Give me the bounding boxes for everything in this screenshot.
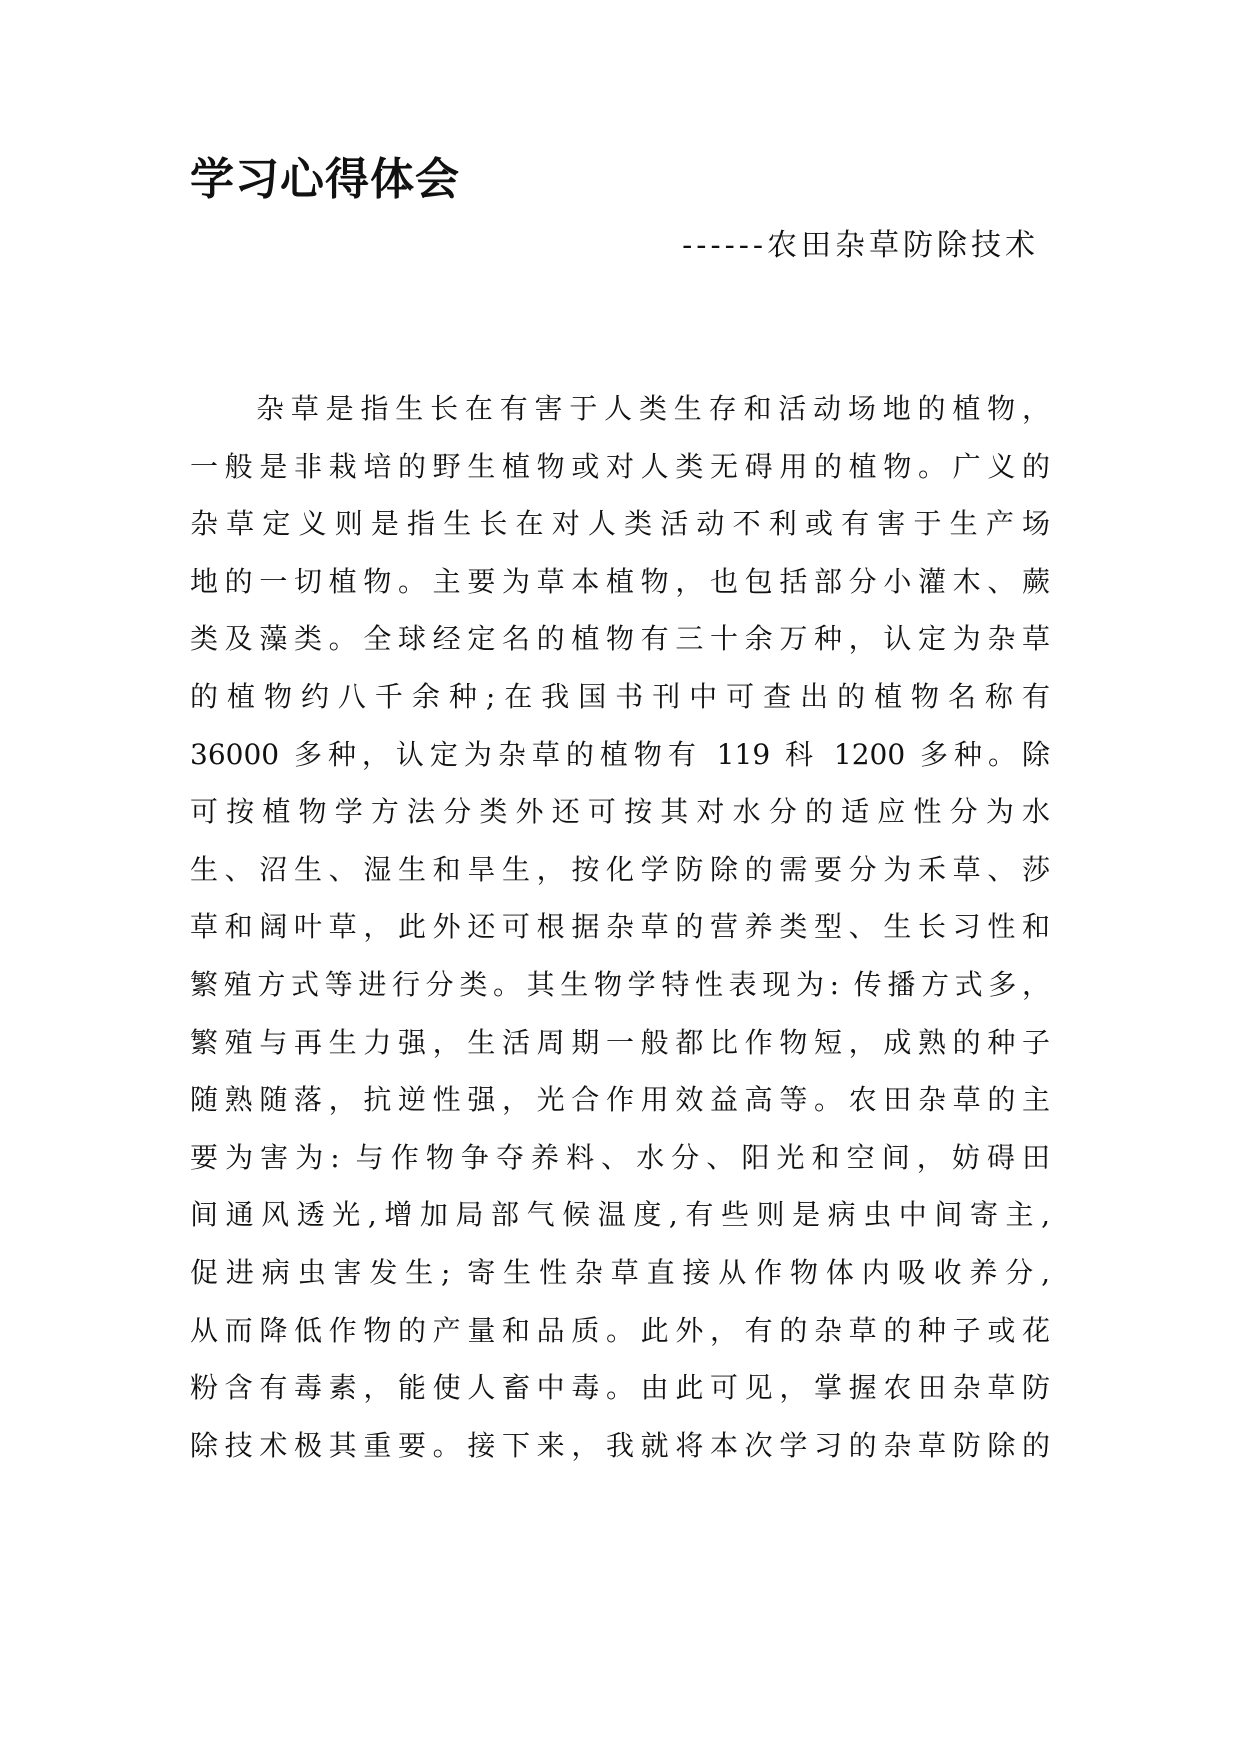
body-line: 随熟随落，抗逆性强，光合作用效益高等。农田杂草的主	[190, 1083, 1050, 1117]
body-line: 草和阔叶草，此外还可根据杂草的营养类型、生长习性和	[190, 910, 1050, 944]
body-line: 要为害为: 与作物争夺养料、水分、阳光和空间，妨碍田	[190, 1140, 1050, 1174]
body-line: 杂草定义则是指生长在对人类活动不利或有害于生产场	[190, 507, 1050, 541]
body-line: 除技术极其重要。接下来，我就将本次学习的杂草防除的	[190, 1428, 1050, 1462]
body-line: 地的一切植物。主要为草本植物，也包括部分小灌木、蕨	[190, 564, 1050, 598]
body-line: 可按植物学方法分类外还可按其对水分的适应性分为水	[190, 795, 1050, 829]
body-line: 间通风透光,增加局部气候温度,有些则是病虫中间寄主,	[190, 1198, 1050, 1232]
body-line: 36000 多种，认定为杂草的植物有 119 科 1200 多种。除	[190, 737, 1050, 771]
body-line: 杂草是指生长在有害于人类生存和活动场地的植物，	[256, 392, 1050, 425]
body-line: 繁殖与再生力强，生活周期一般都比作物短，成熟的种子	[190, 1025, 1050, 1059]
body-line: 粉含有毒素，能使人畜中毒。由此可见，掌握农田杂草防	[190, 1371, 1050, 1405]
document-title: 学习心得体会	[190, 154, 460, 205]
body-line: 繁殖方式等进行分类。其生物学特性表现为: 传播方式多，	[190, 967, 1050, 1001]
body-line: 类及藻类。全球经定名的植物有三十余万种，认定为杂草	[190, 622, 1050, 656]
body-line: 一般是非栽培的野生植物或对人类无碍用的植物。广义的	[190, 449, 1050, 483]
body-line: 生、沼生、湿生和旱生，按化学防除的需要分为禾草、莎	[190, 852, 1050, 886]
body-line: 从而降低作物的产量和品质。此外，有的杂草的种子或花	[190, 1313, 1050, 1347]
body-line: 促进病虫害发生; 寄生性杂草直接从作物体内吸收养分,	[190, 1255, 1050, 1289]
document-subtitle: ------农田杂草防除技术	[682, 228, 1039, 263]
body-line: 的植物约八千余种;在我国书刊中可查出的植物名称有	[190, 679, 1050, 713]
body-paragraph	[190, 380, 1050, 1474]
